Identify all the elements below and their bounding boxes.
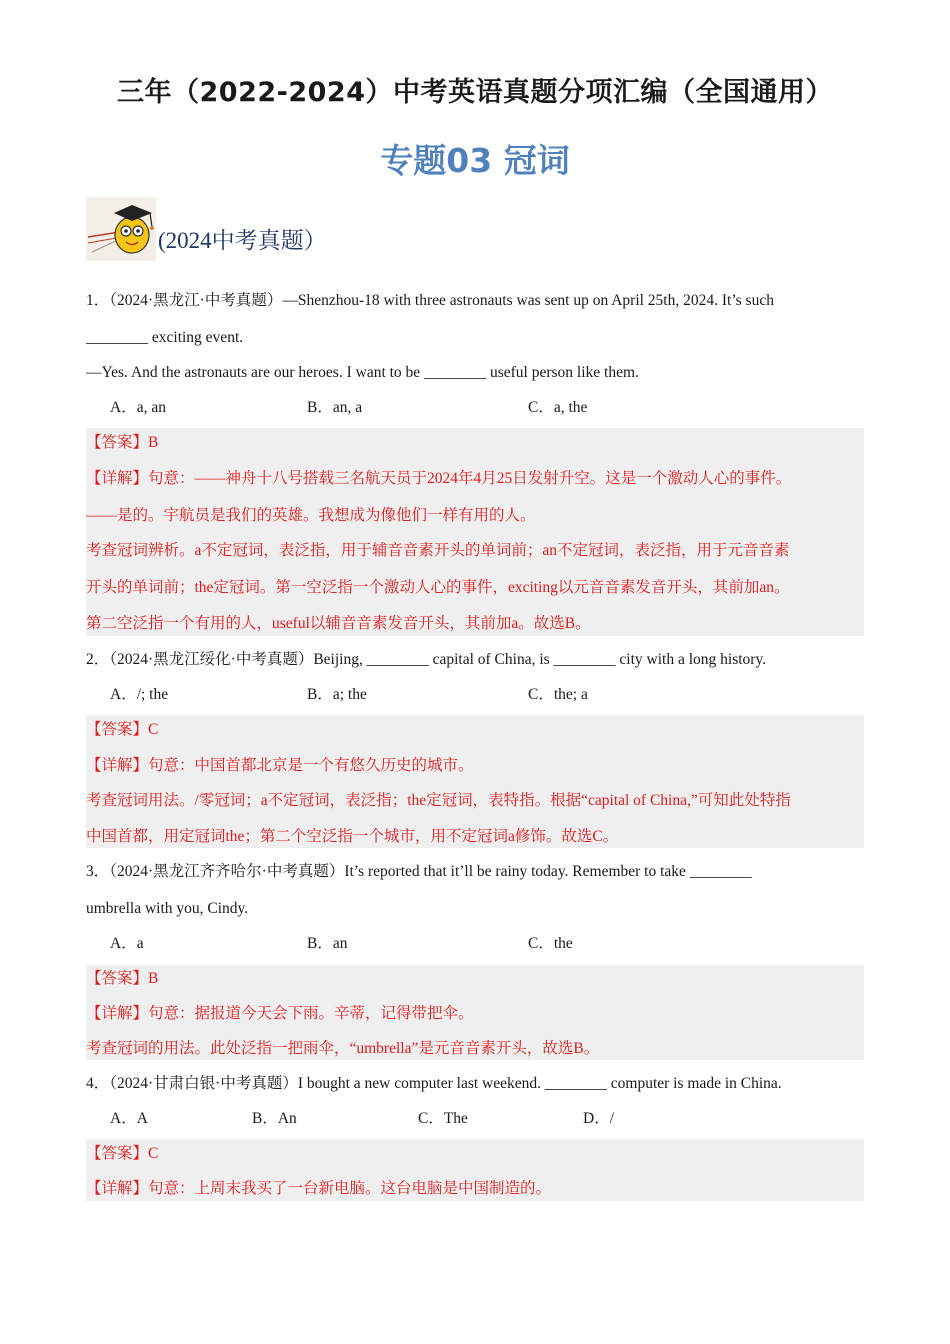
- document-title: 三年（2022-2024）中考英语真题分项汇编（全国通用）: [117, 77, 833, 108]
- q4-detail-1: 【详解】句意：上周末我买了一台新电脑。这台电脑是中国制造的。: [86, 1180, 552, 1197]
- q4-line-1: 4．（2024·甘肃白银·中考真题）I bought a new computer last weekend. ________ computer is made in China.: [86, 1075, 782, 1092]
- q3-line-1: 3．（2024·黑龙江齐齐哈尔·中考真题）It’s reported that it’ll be rainy today. Remember to take ________: [86, 863, 752, 880]
- q2-detail-3: 中国首都，用定冠词the；第二个空泛指一个城市，用不定冠词a修饰。故选C。: [86, 828, 619, 845]
- q4-option-c: C．The: [418, 1110, 468, 1127]
- section-heading: (2024中考真题）: [158, 228, 327, 253]
- q4-option-d: D．/: [583, 1110, 615, 1127]
- q1-detail-2: ——是的。宇航员是我们的英雄。我想成为像他们一样有用的人。: [86, 507, 536, 524]
- q1-detail-4: 开头的单词前；the定冠词。第一空泛指一个激动人心的事件，exciting以元音音素发音开头，其前加an。: [86, 579, 790, 596]
- q2-option-c: C．the; a: [528, 686, 588, 703]
- q2-detail-1: 【详解】句意：中国首都北京是一个有悠久历史的城市。: [86, 757, 474, 774]
- q2-option-a: A．/; the: [110, 686, 169, 703]
- q1-detail-3: 考查冠词辨析。a不定冠词，表泛指，用于辅音音素开头的单词前；an不定冠词，表泛指，用于元音音素: [86, 542, 790, 559]
- q1-answer-box: [86, 428, 864, 636]
- q4-option-b: B．An: [252, 1110, 297, 1127]
- q1-detail-1: 【详解】句意：——神舟十八号搭载三名航天员于2024年4月25日发射升空。这是一个激动人心的事件。: [86, 470, 792, 487]
- q4-answer: 【答案】C: [86, 1145, 159, 1162]
- q1-line-3: —Yes. And the astronauts are our heroes. I want to be ________ useful person like them.: [86, 364, 639, 381]
- q2-detail-2: 考查冠词用法。/零冠词；a不定冠词，表泛指；the定冠词，表特指。根据“capital of China,”可知此处特指: [86, 792, 791, 809]
- q1-detail-5: 第二空泛指一个有用的人，useful以辅音音素发音开头，其前加a。故选B。: [86, 615, 591, 632]
- q1-answer: 【答案】B: [86, 434, 159, 451]
- scholar-mascot-icon: [86, 197, 156, 261]
- q1-line-2: ________ exciting event.: [86, 329, 244, 346]
- q1-option-a: A．a, an: [110, 399, 166, 416]
- q2-line-1: 2．（2024·黑龙江绥化·中考真题）Beijing, ________ capital of China, is ________ city with a long history.: [86, 651, 767, 668]
- q3-option-c: C．the: [528, 935, 573, 952]
- q2-answer: 【答案】C: [86, 721, 159, 738]
- q2-option-b: B．a; the: [307, 686, 367, 703]
- q3-line-2: umbrella with you, Cindy.: [86, 900, 249, 917]
- q1-option-b: B．an, a: [307, 399, 363, 416]
- topic-title: 专题03 冠词: [380, 141, 570, 180]
- q1-option-c: C．a, the: [528, 399, 588, 416]
- q4-option-a: A．A: [110, 1110, 148, 1127]
- q3-answer-box: [86, 965, 864, 1060]
- q3-option-b: B．an: [307, 935, 348, 952]
- q4-answer-box: [86, 1139, 864, 1201]
- q3-answer: 【答案】B: [86, 970, 159, 987]
- q3-detail-2: 考查冠词的用法。此处泛指一把雨伞，“umbrella”是元音音素开头，故选B。: [86, 1040, 600, 1057]
- q2-answer-box: [86, 715, 864, 848]
- q3-detail-1: 【详解】句意：据报道今天会下雨。辛蒂，记得带把伞。: [86, 1005, 474, 1022]
- q1-line-1: 1．（2024·黑龙江·中考真题）—Shenzhou-18 with three astronauts was sent up on April 25th, 2024. It’s such: [86, 292, 774, 309]
- q3-option-a: A．a: [110, 935, 144, 952]
